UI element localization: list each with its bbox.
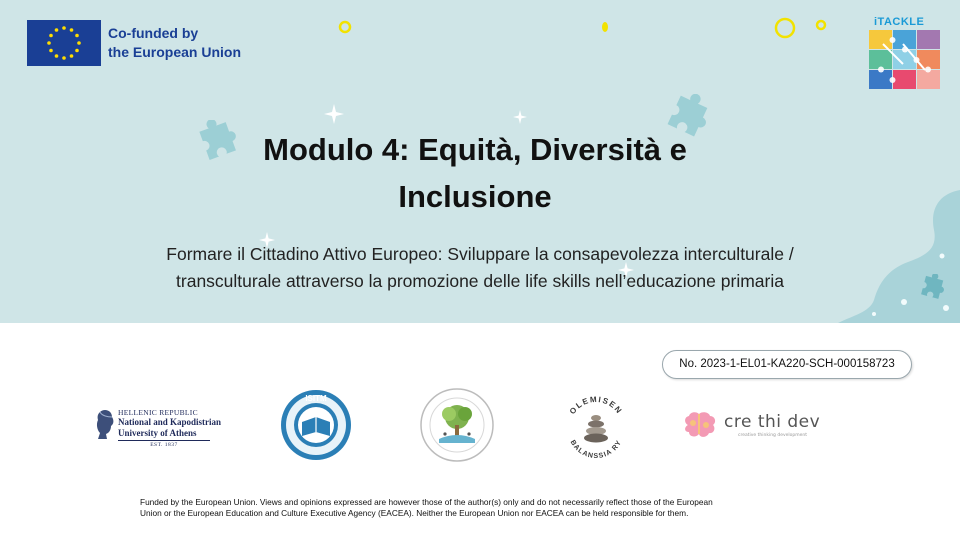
slide-title [190, 126, 760, 220]
uoa-line2: National and Kapodistrian [118, 417, 222, 427]
puzzle-piece-icon [918, 274, 946, 302]
sparkle-icon [513, 110, 527, 124]
eu-cofunded-label [108, 24, 241, 62]
eu-label-line1: Co-funded by [108, 25, 199, 41]
olemisen-top-text: OLEMISEN [567, 394, 625, 416]
yellow-ring-decoration [772, 15, 798, 41]
yellow-ring-decoration [814, 18, 828, 32]
disclaimer-line1: Funded by the European Union. Views and opinions expressed are however those of the author(s) only and do not necessarily reflect those of the European [140, 497, 713, 507]
uoa-est: EST. 1837 [118, 440, 210, 448]
isitm-logo [280, 389, 352, 461]
slide-title-line2: Inclusione [398, 179, 552, 214]
eu-stars-icon [27, 20, 101, 66]
school-tree-logo [419, 387, 495, 463]
olemisen-bottom-text: BALANSSIA RY [568, 439, 624, 461]
brain-icon [682, 411, 718, 439]
uoa-line1: HELLENIC REPUBLIC [118, 408, 198, 417]
olemisen-balanssia-logo [558, 390, 634, 466]
disclaimer-line2: Union or the European Education and Culture Executive Agency (EACEA). Neither the European Union nor EACEA can be held responsible for them. [140, 507, 689, 518]
sparkle-icon [324, 104, 344, 124]
eu-flag-icon [27, 20, 101, 66]
funding-disclaimer [140, 497, 820, 518]
slide-subtitle-line2: transculturale attraverso la promozione delle life skills nell’educazione primaria [176, 271, 784, 291]
slide-subtitle-line1: Formare il Cittadino Attivo Europeo: Sviluppare la consapevolezza interculturale / [166, 244, 794, 264]
slide-title-line1: Modulo 4: Equità, Diversità e [263, 132, 687, 167]
itackle-label: iTACKLE [874, 16, 925, 28]
crethidev-tagline: creative thinking development [738, 433, 808, 438]
yellow-dot-decoration [600, 21, 610, 33]
crethidev-wordmark: cre thi dev [724, 412, 821, 432]
project-number-badge: No. 2023-1-EL01-KA220-SCH-000158723 [662, 350, 912, 379]
itackle-puzzle-logo [869, 30, 940, 89]
isitm-acronym: ISITM [305, 394, 327, 403]
eu-label-line2: the European Union [108, 44, 241, 60]
athena-head-icon [94, 408, 116, 440]
uoa-line3: University of Athens [118, 427, 197, 438]
yellow-ring-decoration [337, 19, 353, 35]
slide-subtitle [70, 241, 890, 295]
uoa-logo-text [118, 408, 221, 448]
